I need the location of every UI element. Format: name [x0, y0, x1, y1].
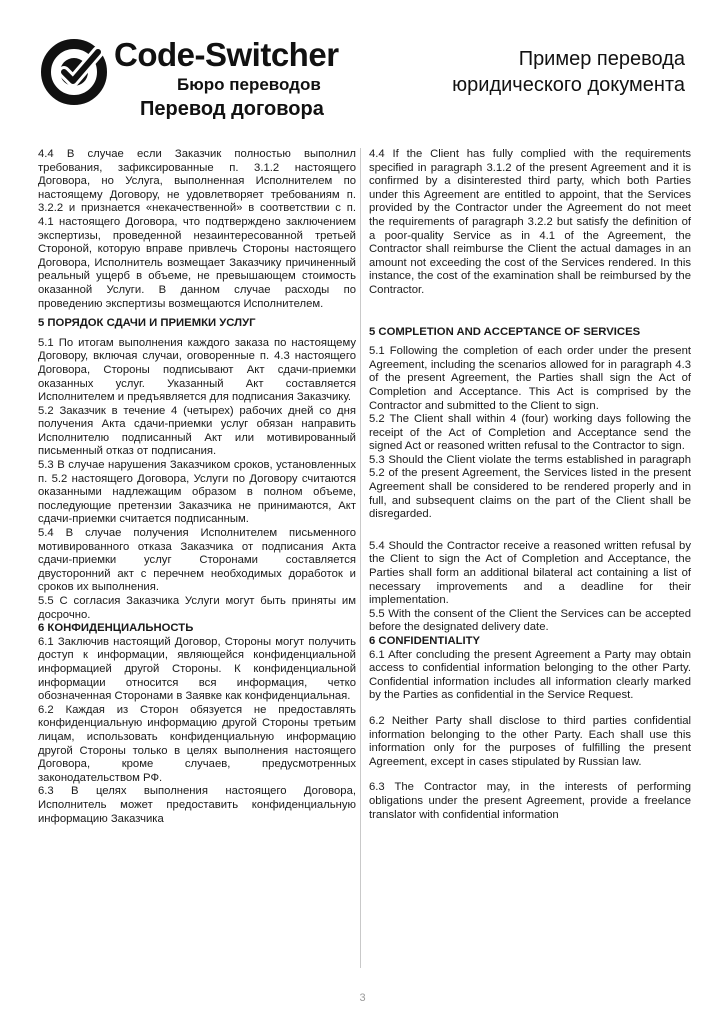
document-type-title: Перевод договора: [140, 98, 324, 120]
page-number: 3: [359, 992, 366, 1004]
column-divider: [360, 148, 361, 968]
en-clause-5-2: 5.2 The Client shall within 4 (four) working days following the receipt of the Act of Completion and Acceptance send the signed Act or reasoned written refusal to the Contractor to sign.: [369, 413, 691, 453]
en-clause-6-1: 6.1 After concluding the present Agreement a Party may obtain access to confidential information belonging to the other Party. Confidential information includes all information clearly marked by the Parties as confidential in the Service Request.: [369, 648, 691, 702]
ru-clause-6-3: 6.3 В целях выполнения настоящего Договора, Исполнитель может предоставить конфиденциальную информацию Заказчика: [38, 785, 356, 825]
en-clause-5-3: 5.3 Should the Client violate the terms established in paragraph 5.2 of the present Agreement, the Services listed in the present Agreement shall be considered to be rendered properly and in full, and subsequent claims on the part of the Client shall be disregarded.: [369, 453, 691, 521]
russian-column: [38, 148, 356, 826]
document-header: [0, 0, 725, 150]
ru-clause-5-1: 5.1 По итогам выполнения каждого заказа по настоящему Договору, включая случаи, оговоренные п. 4.3 настоящего Договора, Стороны подписывают Акт сдачи-приемки оказанных услуг. Указанный Акт составляется Исполнителем и предъявляется для подписания Заказчику.: [38, 336, 356, 404]
en-clause-6-3: 6.3 The Contractor may, in the interests of performing obligations under the present Agreement, provide a freelance translator with confidential information: [369, 781, 691, 821]
sample-caption: [385, 46, 685, 98]
ru-clause-4-4: 4.4 В случае если Заказчик полностью выполнил требования, зафиксированные п. 3.1.2 настоящего Договора, но Услуга, выполненная Исполнителем по настоящему Договору, не удовлетворяет требованиям п. 3.2.2 и признается «некачественной» в соответствии с п. 4.1 настоящего Договора, что подтверждено заключением экспертизы, проведенной незаинтересованной третьей Стороной, которую вправе привлечь Стороны настоящего Договора, Исполнитель возмещает Заказчику причиненный реальный ущерб в объеме, не превышающем стоимость оказанной Услуги. В данном случае расходы по проведению экспертизы возмещаются Исполнителем.: [38, 148, 356, 310]
english-column: [369, 148, 691, 822]
ru-clause-5-3: 5.3 В случае нарушения Заказчиком сроков, установленных п. 5.2 настоящего Договора, Услуги по Договору считаются оказанными надлежащим образом в полном объеме, последующие претензии Заказчика не принимаются, Акт сдачи-приемки считается подписанным.: [38, 459, 356, 526]
en-clause-4-4: 4.4 If the Client has fully complied with the requirements specified in paragraph 3.1.2 of the present Agreement and it is confirmed by a disinterested third party, which both Parties under this Agreement are entitled to appoint, that the Services provided by the Contractor under the Agreement do not meet the requirements of paragraph 3.2.2 but satisfy the definition of a poor-quality Service as in 4.1 of the Agreement, the Contractor shall reimburse the Client the actual damages in an amount not exceeding the cost of the Services rendered. In this instance, the cost of the examination shall be reimbursed by the Contractor.: [369, 148, 691, 296]
ru-clause-5-5: 5.5 С согласия Заказчика Услуги могут быть приняты им досрочно.: [38, 595, 356, 621]
ru-section-5-heading: 5 ПОРЯДОК СДАЧИ И ПРИЕМКИ УСЛУГ: [38, 317, 256, 330]
en-clause-5-5: 5.5 With the consent of the Client the Services can be accepted before the designated delivery date.: [369, 607, 691, 634]
en-clause-5-4: 5.4 Should the Contractor receive a reasoned written refusal by the Client to sign the Act of Completion and Acceptance, the Parties shall form an additional bilateral act containing a list of necessary improvements and a deadline for their implementation.: [369, 539, 691, 607]
ru-clause-5-4: 5.4 В случае получения Исполнителем письменного мотивированного отказа Заказчика от подписания Акта сдачи-приемки услуг Сторонами составляется двусторонний акт с перечнем необходимых доработок и сроков их выполнения.: [38, 527, 356, 594]
en-clause-6-2: 6.2 Neither Party shall disclose to third parties confidential information belonging to the other Party. Each shall use this information only for the purposes of fulfilling the present Agreement, except in cases stipulated by Russian law.: [369, 714, 691, 768]
en-section-6-heading: 6 CONFIDENTIALITY: [369, 635, 481, 647]
ru-clause-6-1: 6.1 Заключив настоящий Договор, Стороны могут получить доступ к информации, являющейся конфиденциальной информацией другой Стороны. К конфиденциальной информации относится вся информация, четко обозначенная Сторонами в Заявке как конфиденциальная.: [38, 635, 356, 703]
en-clause-5-1: 5.1 Following the completion of each order under the present Agreement, including the scenarios allowed for in paragraph 4.3 of the present Agreement, the Parties shall sign the Act of Completion and Acceptance. This Act is comprised by the Contractor and submitted to the Client to sign.: [369, 345, 691, 412]
brand-subtitle: Бюро переводов: [177, 75, 321, 94]
ru-clause-5-2: 5.2 Заказчик в течение 4 (четырех) рабочих дней со дня получения Акта сдачи-приемки услуг обязан направить Исполнителю подписанный Акт или мотивированный письменный отказ от подписания.: [38, 404, 356, 458]
sample-caption-line-2: юридического документа: [452, 74, 685, 96]
en-section-5-heading: 5 COMPLETION AND ACCEPTANCE OF SERVICES: [369, 325, 641, 338]
code-switcher-logo-icon: [40, 38, 108, 106]
ru-clause-6-2: 6.2 Каждая из Сторон обязуется не предоставлять конфиденциальную информацию другой Стороны третьим лицам, использовать конфиденциальную информацию другой Стороны только в целях выполнения настоящего Договора, кроме случаев, предусмотренных законодательством РФ.: [38, 703, 356, 784]
ru-section-6-heading: 6 КОНФИДЕНЦИАЛЬНОСТЬ: [38, 622, 194, 635]
sample-caption-line-1: Пример перевода: [518, 48, 685, 70]
brand-name: Code-Switcher: [114, 36, 339, 73]
